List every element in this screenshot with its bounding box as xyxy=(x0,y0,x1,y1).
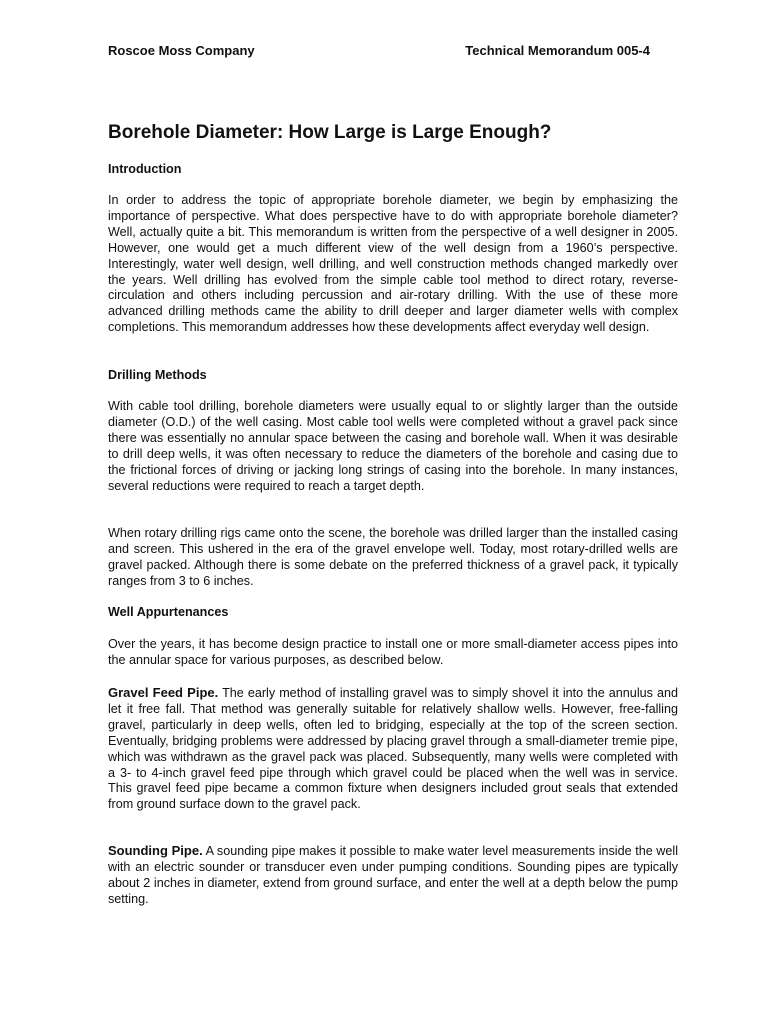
sounding-pipe-lead: Sounding Pipe. xyxy=(108,843,203,858)
sounding-pipe-paragraph xyxy=(108,843,678,908)
well-appurtenances-intro: Over the years, it has become design practice to install one or more small-diameter access pipes into the annular space for various purposes, as described below. xyxy=(108,637,678,667)
gravel-feed-pipe-text: The early method of installing gravel was to simply shovel it into the annulus and let it free fall. That method was generally suitable for relatively shallow wells. However, free-falling gravel, particularly in deep wells, often led to bridging, especially at the top of the screen section. Eventually, bridging problems were addressed by placing gravel through a small-diameter tremie pipe, which was withdrawn as the gravel pack was placed. Subsequently, many wells were completed with a 3- to 4-inch gravel feed pipe through which gravel could be placed when the well was in service. This gravel feed pipe became a common fixture when designers included grout seals that extended from ground surface down to the gravel pack. xyxy=(108,686,678,812)
document-title: Borehole Diameter: How Large is Large Enough? xyxy=(108,122,552,143)
drilling-methods-paragraph-1: With cable tool drilling, borehole diameters were usually equal to or slightly larger than the outside diameter (O.D.) of the well casing. Most cable tool wells were completed without a gravel pack since there was essentially no annular space between the casing and borehole wall. When it was desirable to drill deep wells, it was often necessary to reduce the diameters of the borehole and casing due to the frictional forces of driving or jacking long strings of casing into the borehole. In many instances, several reductions were required to reach a target depth. xyxy=(108,399,678,493)
section-heading-drilling-methods: Drilling Methods xyxy=(108,368,207,382)
section-heading-well-appurtenances: Well Appurtenances xyxy=(108,605,229,619)
section-heading-introduction: Introduction xyxy=(108,162,182,176)
gravel-feed-pipe-paragraph xyxy=(108,685,678,813)
introduction-paragraph: In order to address the topic of appropriate borehole diameter, we begin by emphasizing the importance of perspective. What does perspective have to do with appropriate borehole diameter? Well, actually quite a bit. This memorandum is written from the perspective of a well designer in 2005. However, one would get a much different view of the well design from a 1960’s perspective. Interestingly, water well design, well drilling, and well construction methods changed markedly over the years. Well drilling has evolved from the simple cable tool method to direct rotary, reverse-circulation and others including percussion and air-rotary drilling. With the use of these more advanced drilling methods came the ability to drill deeper and larger diameter wells with complex completions. This memorandum addresses how these developments affect everyday well design. xyxy=(108,193,678,335)
sounding-pipe-text: A sounding pipe makes it possible to make water level measurements inside the well with an electric sounder or transducer even under pumping conditions. Sounding pipes are typically about 2 inches in diameter, extend from ground surface, and enter the well at a depth below the pump setting. xyxy=(108,844,679,906)
drilling-methods-paragraph-2: When rotary drilling rigs came onto the scene, the borehole was drilled larger than the installed casing and screen. This ushered in the era of the gravel envelope well. Today, most rotary-drilled wells are gravel packed. Although there is some debate on the preferred thickness of a gravel pack, it typically ranges from 3 to 6 inches. xyxy=(108,526,678,588)
memo-number: Technical Memorandum 005-4 xyxy=(465,43,650,58)
company-name: Roscoe Moss Company xyxy=(108,43,255,58)
gravel-feed-pipe-lead: Gravel Feed Pipe. xyxy=(108,685,219,700)
